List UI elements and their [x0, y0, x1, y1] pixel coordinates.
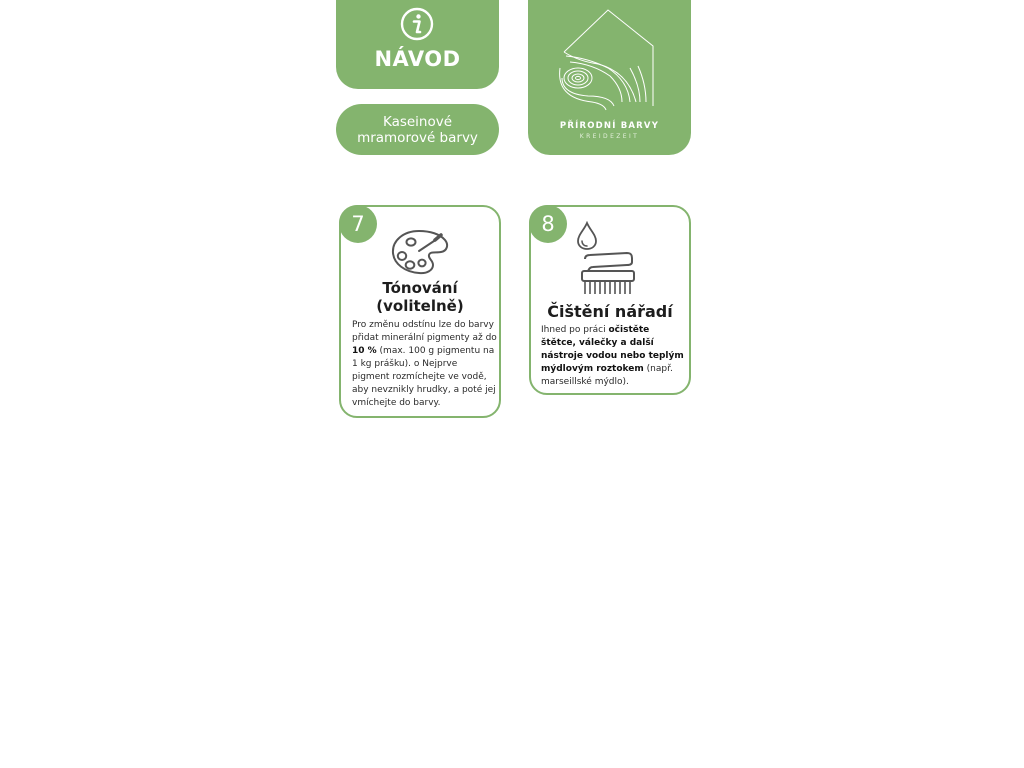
step-text-part1: Pro změnu odstínu lze do barvy přidat minerální pigmenty až do — [352, 320, 497, 343]
navod-title: NÁVOD — [374, 47, 461, 71]
brush-icon — [579, 251, 639, 299]
info-icon — [400, 7, 434, 41]
house-wood-logo-icon — [558, 6, 658, 116]
water-drop-icon — [575, 221, 599, 251]
step-card-7 — [339, 205, 501, 418]
brand-logo-card — [528, 0, 691, 155]
step-text-part2: (např. marseillské mýdlo). — [541, 364, 673, 387]
step-number-badge: 8 — [529, 205, 567, 243]
step-title — [341, 279, 499, 315]
palette-icon — [389, 228, 451, 278]
step-description — [541, 324, 687, 389]
step-text-bold: očistěte štětce, válečky a další nástroje vodou nebo teplým mýdlovým roztokem — [541, 325, 684, 374]
step-description — [352, 319, 497, 410]
brand-subtitle: KREIDEZEIT — [579, 133, 640, 140]
brand-name: PŘÍRODNÍ BARVY — [559, 121, 660, 131]
navod-card — [336, 0, 499, 89]
step-title-line2: (volitelně) — [376, 297, 464, 315]
step-title: Čištění nářadí — [547, 302, 673, 321]
step-text-part2: (max. 100 g pigmentu na 1 kg prášku). o Nejprve pigment rozmíchejte ve vodě, aby nevznikly hrudky, a poté jej vmíchejte do barvy. — [352, 346, 496, 408]
step-card-8 — [529, 205, 691, 395]
product-label — [336, 104, 499, 155]
step-text-part1: Ihned po práci — [541, 325, 609, 335]
step-number-badge: 7 — [339, 205, 377, 243]
product-label-text: Kaseinové mramorové barvy — [357, 113, 478, 146]
step-title-line1: Tónování — [382, 279, 458, 297]
step-text-bold: 10 % — [352, 346, 377, 356]
